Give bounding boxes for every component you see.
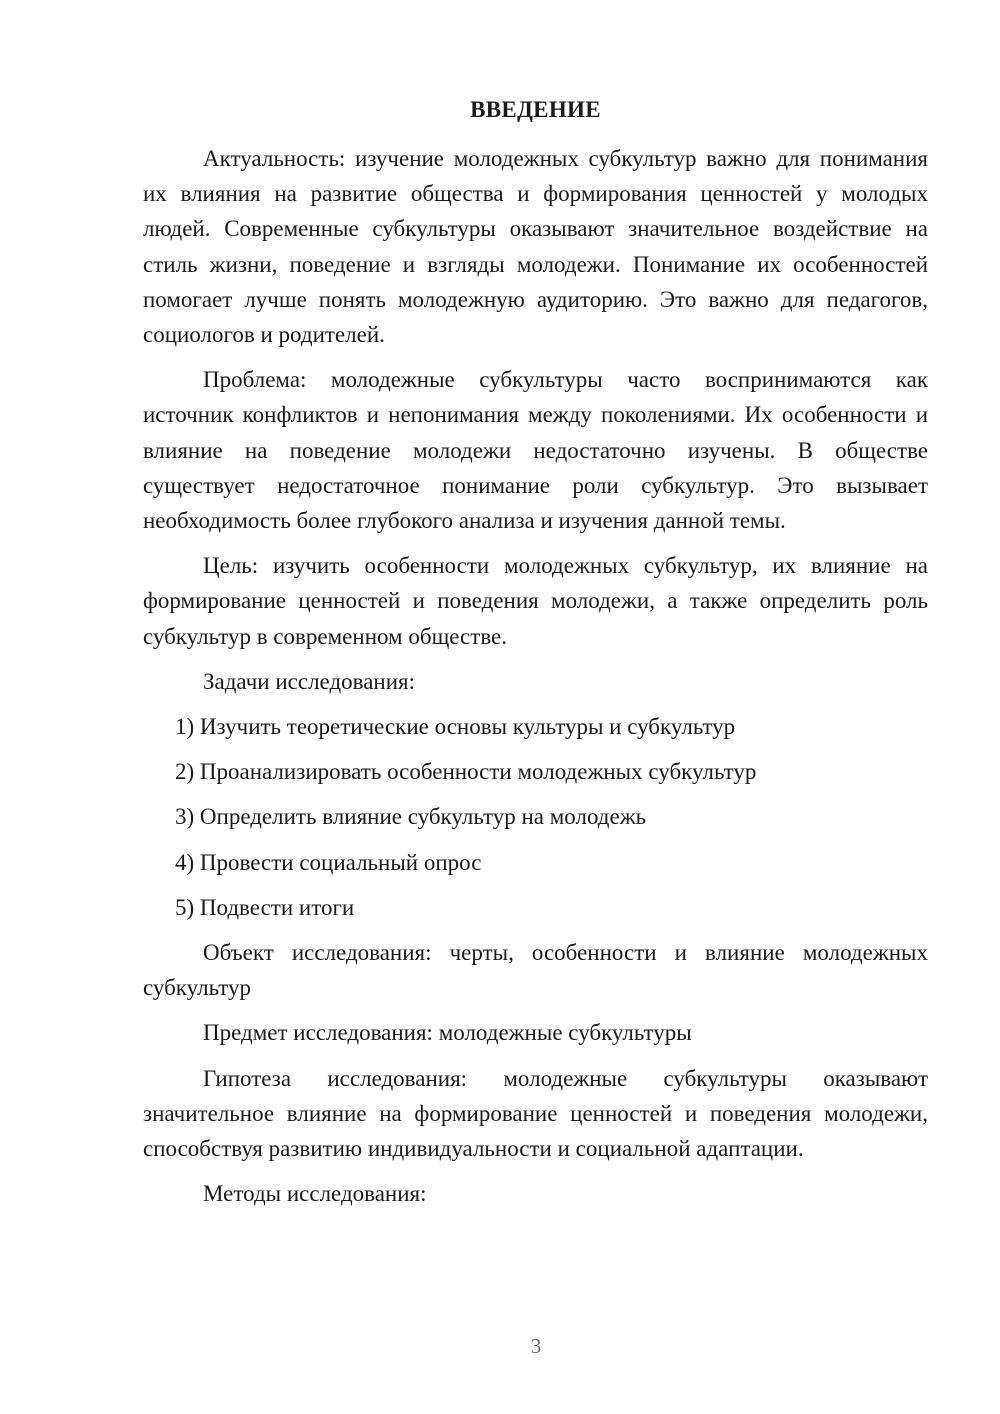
hypothesis-paragraph: Гипотеза исследования: молодежные субкультуры оказывают значительное влияние на формирование ценностей и поведения молодежи, способствуя развитию индивидуальности и социальной адаптации. — [143, 1065, 928, 1162]
task-item-1: 1) Изучить теоретические основы культуры и субкультур — [175, 714, 736, 740]
relevance-paragraph: Актуальность: изучение молодежных субкультур важно для понимания их влияния на развитие общества и формирования ценностей у молодых людей. Современные субкультуры оказывают значительное воздействие на стиль жизни, поведение и взгляды молодежи. Понимание их особенностей помогает лучше понять молодежную аудиторию. Это важно для педагогов, социологов и родителей. — [143, 146, 928, 348]
page-body — [143, 92, 928, 1221]
problem-paragraph: Проблема: молодежные субкультуры часто воспринимаются как источник конфликтов и непонимания между поколениями. Их особенности и влияние на поведение молодежи недостаточно изучены. В обществе существует недостаточное понимание роли субкультур. Это вызывает необходимость более глубокого анализа и изучения данной темы. — [143, 367, 928, 534]
methods-title: Методы исследования: — [203, 1181, 427, 1207]
task-item-2: 2) Проанализировать особенности молодежных субкультур — [175, 759, 757, 785]
page-number: 3 — [530, 1334, 542, 1358]
subject-paragraph: Предмет исследования: молодежные субкультуры — [203, 1020, 692, 1046]
section-heading: ВВЕДЕНИЕ — [470, 97, 601, 122]
object-paragraph: Объект исследования: черты, особенности и влияние молодежных субкультур — [143, 940, 928, 1001]
task-item-5: 5) Подвести итоги — [175, 894, 355, 920]
task-item-3: 3) Определить влияние субкультур на молодежь — [175, 804, 647, 830]
tasks-title: Задачи исследования: — [203, 668, 416, 694]
task-item-4: 4) Провести социальный опрос — [175, 849, 482, 875]
goal-paragraph: Цель: изучить особенности молодежных субкультур, их влияние на формирование ценностей и поведения молодежи, а также определить роль субкультур в современном обществе. — [143, 553, 928, 649]
